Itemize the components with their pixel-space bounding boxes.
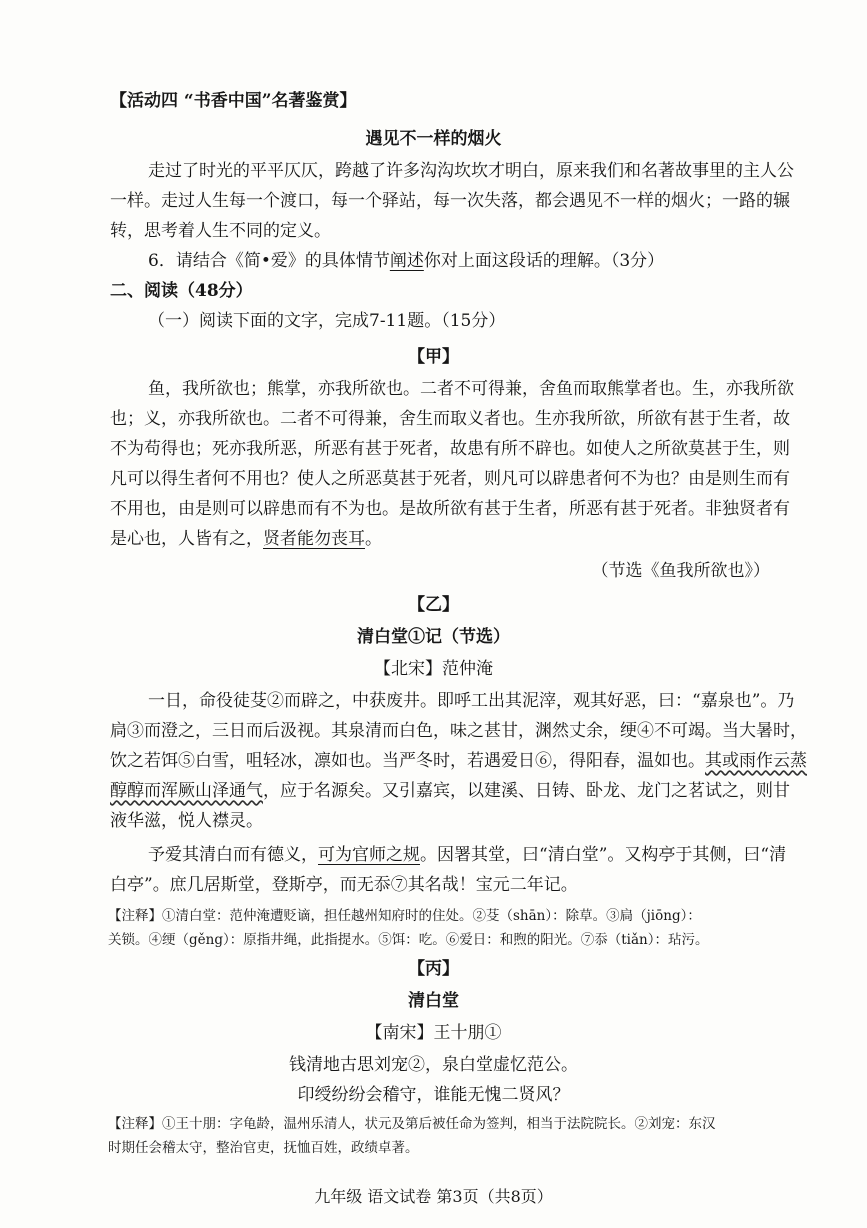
jia-underlined-phrase: 贤者能勿丧耳 [263,529,365,549]
yi-notes-line-2: 关锁。④绠（gěng）：原指井绳，此指提水。⑤饵：吃。⑥爱日：和煦的阳光。⑦忝（tiǎn）：玷污。 [108,932,709,948]
jia-source: （节选《鱼我所欲也》） [591,561,770,581]
yi-line-4-wavy: 醇醇而浑厥山泽通气 [110,781,263,801]
section2-header: 二、阅读（48分） [110,281,253,301]
yi-line-3 [110,746,807,771]
yi-notes-line-1: 【注释】①清白堂：范仲淹遭贬谪，担任越州知府时的住处。②芟（shān）：除草。③扃（jiōng）： [108,908,701,924]
essay-line-3: 转，思考着人生不同的定义。 [110,221,331,241]
page-footer: 九年级 语文试卷 第3页（共8页） [314,1187,553,1206]
jia-line-6-suffix: 。 [365,529,382,549]
essay-line-1: 走过了时光的平平仄仄，跨越了许多沟沟坎坎才明白，原来我们和名著故事里的主人公 [148,161,794,181]
yi-para2-line-1 [148,840,787,865]
question-6 [148,246,770,271]
subsection-1: （一）阅读下面的文字，完成7-11题。（15分） [148,311,506,331]
activity-header: 【活动四 “书香中国”名著鉴赏】 [110,91,357,111]
bing-verse-2: 印绶纷纷会稽守，谁能无愧二贤风？ [297,1085,570,1105]
yi-label: 【乙】 [408,595,459,615]
yi-para2-prefix: 予爱其清白而有德义， [148,845,318,865]
jia-line-3: 不为苟得也；死亦我所恶，所恶有甚于死者，故患有所不辟也。如使人之所欲莫甚于生，则 [110,439,790,459]
jia-line-1: 鱼，我所欲也；熊掌，亦我所欲也。二者不可得兼，舍鱼而取熊掌者也。生，亦我所欲 [148,379,794,399]
yi-line-4 [110,776,790,801]
bing-notes-line-2: 时期任会稽太守，整治官吏，抚恤百姓，政绩卓著。 [108,1140,419,1156]
jia-line-2: 也；义，亦我所欲也。二者不可得兼，舍生而取义者也。生亦我所欲，所欲有甚于生者，故 [110,409,790,429]
yi-title: 清白堂①记（节选） [357,627,510,647]
yi-line-1: 一日，命役徒芟②而辟之，中获废井。即呼工出其泥滓，观其好恶，曰：“嘉泉也”。乃 [148,691,795,711]
jia-label: 【甲】 [408,347,459,367]
yi-line-3-plain: 饮之若饵⑤白雪，咀轻冰，凛如也。当严冬时，若遇爱日⑥，得阳春，温如也。 [110,751,705,771]
yi-line-4-plain: ，应于名源矣。又引嘉宾，以建溪、日铸、卧龙、龙门之茗试之，则甘 [263,781,790,801]
jia-line-4: 凡可以得生者何不用也？使人之所恶莫甚于死者，则凡可以辟患者何不为也？由是则生而有 [110,469,790,489]
q6-keyword: 阐述 [389,251,424,271]
essay-title: 遇见不一样的烟火 [365,129,502,149]
jia-line-6 [110,524,770,549]
q6-prefix: 6．请结合《简•爱》的具体情节 [148,251,390,271]
bing-title: 清白堂 [408,991,459,1011]
q6-suffix: 你对上面这段话的理解。（3分） [423,251,665,271]
bing-author: 【南宋】王十朋① [365,1023,502,1043]
yi-para2-line-2: 白亭”。庶几居斯堂，登斯亭，而无忝⑦其名哉！宝元二年记。 [110,875,578,895]
yi-underlined-phrase: 可为官师之规 [318,845,420,865]
jia-line-5: 不用也，由是则可以辟患而有不为也。是故所欲有甚于生者，所恶有甚于死者。非独贤者有 [110,499,790,519]
essay-line-2: 一样。走过人生每一个渡口，每一个驿站，每一次失落，都会遇见不一样的烟火；一路的辗 [110,191,790,211]
yi-line-5: 液华滋，悦人襟灵。 [110,811,263,831]
yi-line-3-wavy: 其或雨作云蒸 [705,751,807,771]
yi-author: 【北宋】范仲淹 [374,659,493,679]
bing-label: 【丙】 [408,959,459,979]
bing-notes-line-1: 【注释】①王十朋：字龟龄，温州乐清人，状元及第后被任命为签判，相当于法院院长。②刘宠：东汉 [108,1116,716,1132]
yi-para2-suffix: 。因署其堂，曰“清白堂”。又构亭于其侧，曰“清 [420,845,787,865]
bing-verse-1: 钱清地古思刘宠②，泉白堂虚忆范公。 [289,1055,578,1075]
jia-line-6-prefix: 是心也，人皆有之， [110,529,263,549]
yi-line-2: 扃③而澄之，三日而后汲视。其泉清而白色，味之甚甘，渊然丈余，绠④不可竭。当大暑时， [110,721,807,741]
